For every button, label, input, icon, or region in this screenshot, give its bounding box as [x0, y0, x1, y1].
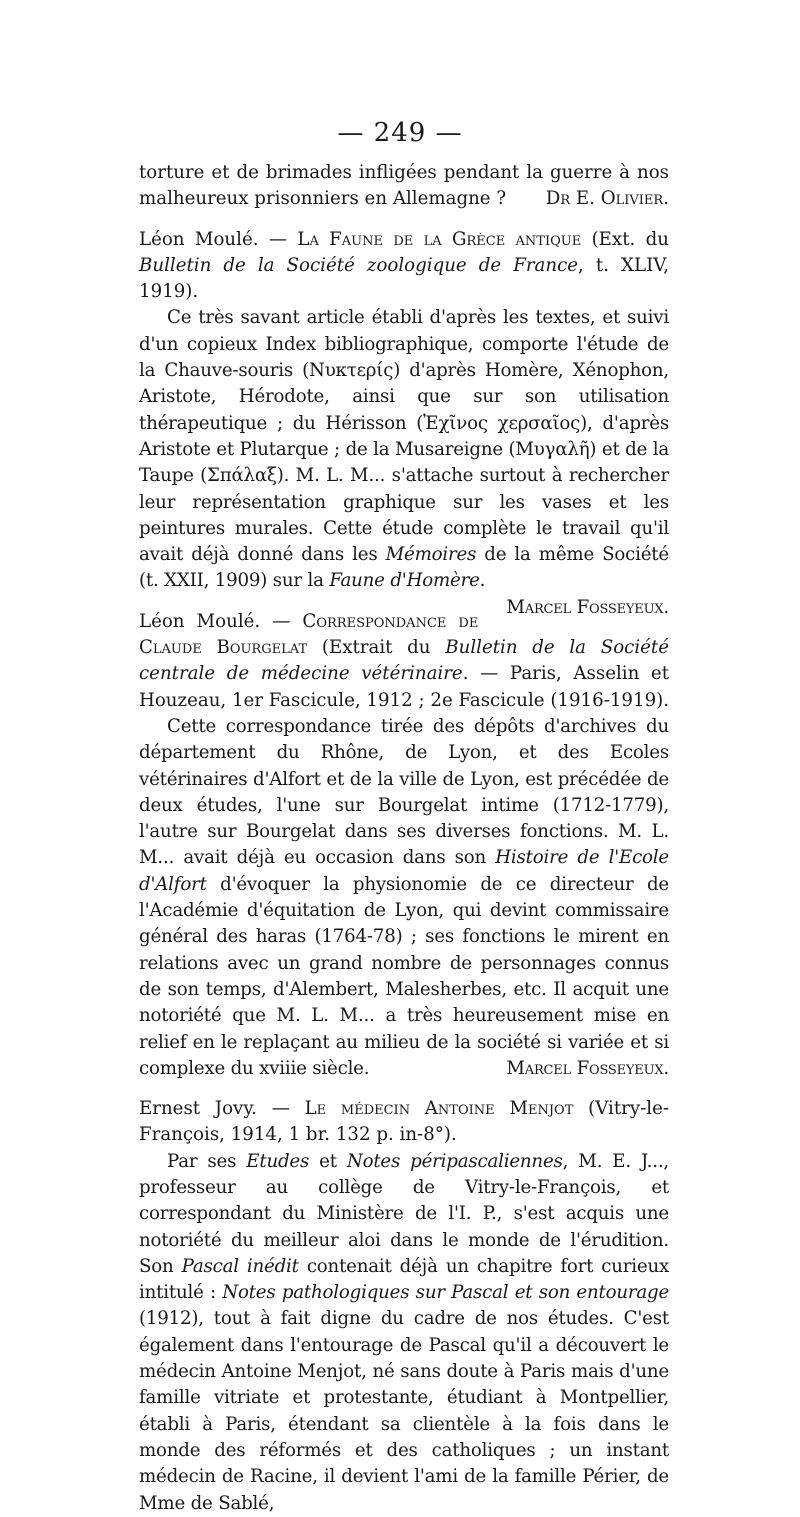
- review-body: [139, 714, 669, 1082]
- publication-ref-open: (Vitry-le-François, 1914, 1 br. 132 p. in-8°).: [139, 1098, 669, 1146]
- bibliographic-heading: [139, 227, 669, 306]
- author-name: Léon Moulé.: [139, 228, 259, 250]
- review-body: [139, 1149, 669, 1517]
- review-text-fragment: Ce très savant article établi d'après les textes, et suivi d'un copieux Index bibliographique, comporte l'étude de la Chauve-souris (Νυκτερίς) d'après Homère, Xénophon, Aristote, Hérodote, ainsi que sur son utilisation thérapeutique ; du Hérisson (Ἐχῖνος χερσαῖος), d'après Aristote et Plutarque ; de la Musareigne (Μυγαλῆ) et de la Taupe (Σπάλαξ). M. L. M... s'attache surtout à rechercher leur représentation graphique sur les vases et les peintures murales. Cette étude complète le travail qu'il avait déjà donné dans les: [139, 307, 670, 566]
- journal-title: Bulletin de la Société centrale de médecine vétérinaire: [139, 637, 669, 685]
- review-text-fragment: Cette correspondance tirée des dépôts d'archives du département du Rhône, de Lyon, et des Ecoles vétérinaires d'Alfort et de la ville de Lyon, est précédée de deux études, l'une sur Bourgelat intime (1712-1779), l'autre sur Bourgelat dans ses diverses fonctions. M. L. M... avait déjà eu occasion dans son: [139, 715, 669, 869]
- page-number: — 249 —: [337, 118, 463, 148]
- review-column: [139, 160, 669, 1517]
- review-entry-bourgelat: [139, 609, 669, 1082]
- cited-title: Notes péripascaliennes: [346, 1150, 563, 1172]
- review-text-fragment: de la même Société (t. XXII, 1909) sur la: [139, 544, 669, 592]
- cited-title: Faune d'Homère: [329, 570, 480, 592]
- journal-title: Bulletin de la Société zoologique de France: [139, 254, 579, 276]
- cited-title: Mémoires: [385, 544, 477, 566]
- review-entry-menjot: [139, 1096, 669, 1517]
- reviewer-signature: Marcel Fosseyeux.: [506, 596, 669, 618]
- author-name: Léon Moulé.: [139, 610, 261, 632]
- bibliographic-heading: [139, 609, 669, 714]
- reviewer-signature: Dr E. Olivier.: [545, 188, 669, 210]
- review-text: [139, 160, 669, 213]
- reviewer-signature: Marcel Fosseyeux.: [506, 1057, 669, 1079]
- publication-ref-close: , t. XLIV, 1919).: [139, 254, 669, 303]
- cited-title: Etudes: [246, 1150, 310, 1172]
- review-body: [139, 305, 670, 618]
- review-text-fragment: (1912), tout à fait digne du cadre de nos études. C'est également dans l'entourage de Pascal qu'il a découvert le médecin Antoine Menjot, né sans doute à Paris mais d'une famille vitriate et protestante, étudiant à Montpellier, établi à Paris, étendant sa clientèle à la fois dans le monde des réformés et des catholiques ; un instant médecin de Racine, il devient l'ami de la famille Périer, de Mme de Sablé,: [139, 1308, 669, 1514]
- review-text-fragment: , M. E. J..., professeur au collège de Vitry-le-François, et correspondant du Ministère de l'I. P., s'est acquis une notoriété du meilleur aloi dans le monde de l'érudition. Son: [139, 1150, 669, 1277]
- review-text-fragment: torture et de brimades infligées pendant la guerre à nos malheureux prisonniers en Allemagne ?: [139, 162, 669, 210]
- publication-ref-open: (Ext. du: [591, 228, 669, 250]
- review-text-fragment: d'évoquer la physionomie de ce directeur de l'Académie d'équitation de Lyon, qui devint commissaire général des haras (1764-78) ; ses fonctions le mirent en relations avec un grand nombre de personnages connus de son temps, d'Alembert, Malesherbes, etc. Il acquit une notoriété que M. L. M... a très heureusement mise en relief en le replaçant au milieu de la société si variée et si complexe du xviiie siècle.: [139, 873, 669, 1079]
- cited-title: Notes pathologiques sur Pascal et son entourage: [222, 1282, 670, 1304]
- review-text-fragment: .: [479, 570, 486, 592]
- author-name: Ernest Jovy.: [139, 1098, 257, 1120]
- review-text-fragment: contenait déjà un chapitre fort curieux intitulé :: [139, 1255, 670, 1304]
- review-text-fragment: Par ses: [167, 1150, 247, 1172]
- review-entry-faune-grece: [139, 227, 670, 618]
- publication-ref-open: (Extrait du: [321, 637, 446, 659]
- bibliographic-heading: [139, 1096, 669, 1149]
- review-text-fragment: et: [309, 1150, 347, 1172]
- cited-title: Pascal inédit: [181, 1255, 299, 1277]
- work-title: — La Faune de la Grèce antique: [268, 228, 582, 250]
- cited-title: Histoire de l'Ecole d'Alfort: [139, 847, 669, 895]
- work-title: — Le médecin Antoine Menjot: [271, 1098, 574, 1120]
- publication-ref-close: . — Paris, Asselin et Houzeau, 1er Fascicule, 1912 ; 2e Fascicule (1916-1919).: [139, 663, 670, 711]
- review-entry-olivier: [139, 160, 669, 213]
- work-title: — Correspondance de Claude Bourgelat: [139, 610, 479, 659]
